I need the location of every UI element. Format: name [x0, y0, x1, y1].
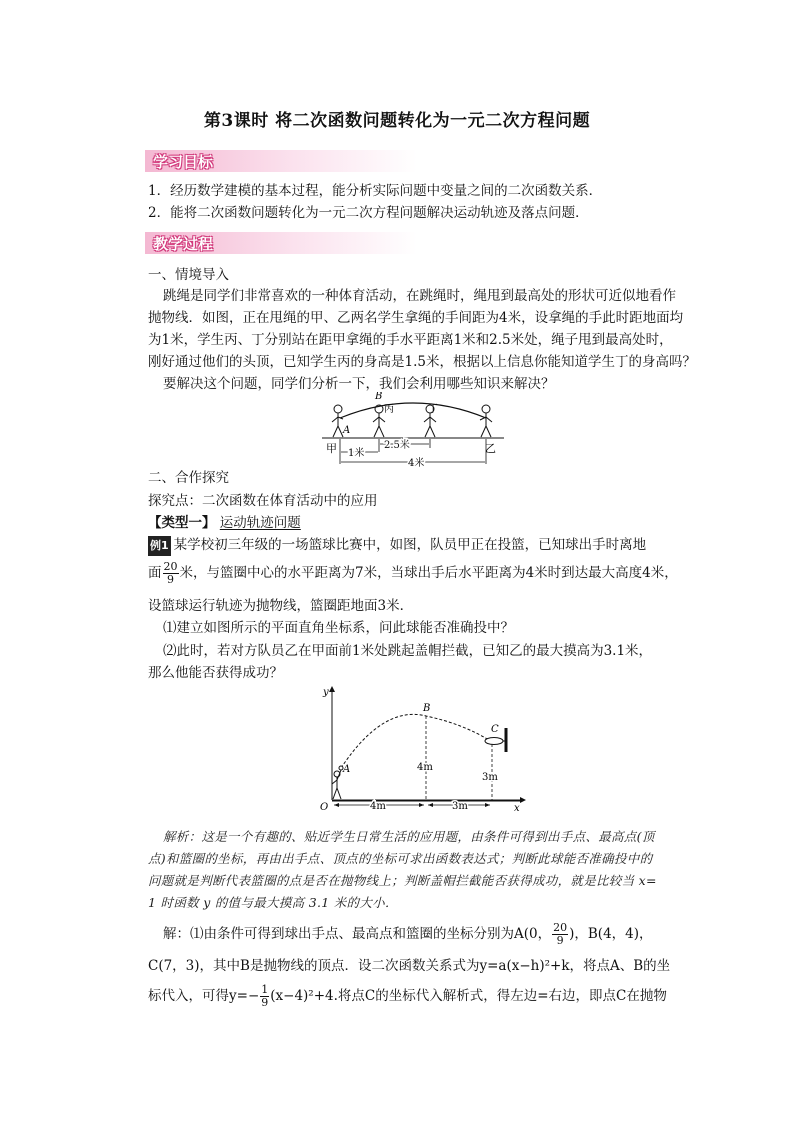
figure-jump-rope: [318, 392, 508, 474]
type1-prefix: 【类型一】: [148, 515, 216, 531]
section-goals-label: 学习目标: [153, 153, 214, 171]
fraction-20-9: $\frac{20}{9}$: [163, 560, 178, 586]
example-line-3: 设篮球运行轨迹为抛物线，篮圈距地面3米．: [148, 598, 414, 614]
goal-2: 2．能将二次函数问题转化为一元二次方程问题解决运动轨迹及落点问题．: [148, 205, 589, 221]
section-process-label: 教学过程: [153, 235, 214, 253]
solution-line-3: [148, 984, 667, 1009]
fig1-label-bing: 丙: [384, 404, 394, 415]
solution-text-3a: 标代入，可得y=−: [148, 988, 260, 1004]
section-banner-process: [145, 232, 417, 254]
part1-line-2: 抛物线．如图，正在甩绳的甲、乙两名学生拿绳的手间距为4米，设拿绳的手此时距地面均: [148, 310, 684, 326]
goal-1: 1．经历数学建模的基本过程，能分析实际问题中变量之间的二次函数关系．: [148, 183, 603, 199]
fig1-dim-4: 4米: [408, 458, 425, 469]
solution-text-1b: )，B(4，4)，: [569, 926, 653, 942]
part2-heading: 二、合作探究: [148, 470, 229, 486]
example-text-2a: 面: [148, 565, 162, 581]
example-line-2: [148, 561, 678, 586]
fig1-dim-2-5: 2.5米: [384, 440, 410, 451]
fig2-height-4m: 4m: [417, 762, 433, 773]
analysis-line-4: 1 时函数 y 的值与最大摸高 3.1 米的大小．: [148, 895, 398, 910]
section-banner-goals: [145, 150, 417, 172]
example-text-1: 某学校初三年级的一场篮球比赛中，如图，队员甲正在投篮，已知球出手时离地: [173, 537, 647, 553]
question-2: ⑵此时，若对方队员乙在甲面前1米处跳起盖帽拦截，已知乙的最大摸高为3.1米，: [163, 643, 653, 659]
analysis-line-2: 点)和篮圈的坐标，再由出手点、顶点的坐标可求出函数表达式；判断此球能否准确投中的: [148, 851, 653, 866]
page-title: 第3课时 将二次函数问题转化为一元二次方程问题: [203, 111, 591, 131]
analysis-line-3: 问题就是判断代表篮圈的点是否在抛物线上；判断盖帽拦截能否获得成功，就是比较当 x=: [148, 873, 657, 888]
analysis-line-1: 解析：这是一个有趣的、贴近学生日常生活的应用题，由条件可得到出手点、最高点(顶: [163, 829, 655, 844]
fig1-label-jia: 甲: [326, 442, 337, 455]
fig2-label-C: C: [491, 724, 499, 735]
fig2-origin: O: [320, 802, 329, 812]
probe-point: 探究点：二次函数在体育活动中的应用: [148, 493, 378, 509]
solution-line-1: [163, 922, 653, 947]
fig1-label-ding: 丁: [428, 404, 438, 415]
part1-line-5: 要解决这个问题，同学们分析一下，我们会利用哪些知识来解决？: [163, 376, 555, 392]
part1-line-1: 跳绳是同学们非常喜欢的一种体育活动，在跳绳时，绳甩到最高处的形状可近似地看作: [163, 288, 676, 304]
question-1: ⑴建立如图所示的平面直角坐标系，问此球能否准确投中？: [163, 620, 514, 636]
fraction-20-9-b: $\frac{20}{9}$: [553, 921, 568, 947]
question-2-cont: 那么他能否获得成功？: [148, 665, 283, 681]
part1-line-3: 为1米，学生丙、丁分别站在距甲拿绳的手水平距离1米和2.5米处，绳子甩到最高处时，: [148, 332, 673, 348]
fig2-x-axis: x: [514, 803, 520, 812]
part1-heading: 一、情境导入: [148, 267, 229, 283]
fig1-label-B: B: [375, 392, 383, 402]
fig2-dist-4m: 4m: [370, 801, 386, 812]
example-line-1: [148, 535, 646, 556]
example-tag: 例1: [148, 536, 171, 556]
fraction-1-9: $\frac{1}{9}$: [261, 983, 269, 1009]
fig1-dim-1: 1米: [348, 448, 365, 459]
solution-text-1a: 解：⑴由条件可得到球出手点、最高点和篮圈的坐标分别为A(0，: [163, 926, 552, 942]
example-text-2b: 米，与篮圈中心的水平距离为7米，当球出手后水平距离为4米时到达最大高度4米，: [179, 565, 678, 581]
fig1-label-A: A: [343, 425, 351, 436]
fig2-height-3m: 3m: [482, 772, 498, 783]
type1-name: 运动轨迹问题: [219, 515, 301, 531]
solution-line-2: C(7，3)，其中B是抛物线的顶点．设二次函数关系式为y=a(x−h)²+k，将点A、B的坐: [148, 958, 671, 974]
fig1-label-yi: 乙: [485, 442, 496, 455]
figure-basketball: [308, 680, 530, 812]
fig2-label-B: B: [423, 703, 431, 714]
fig2-y-axis: y: [323, 687, 329, 698]
fig2-dist-3m: 3m: [452, 801, 468, 812]
solution-text-3b: (x−4)²+4.将点C的坐标代入解析式，得左边=右边，即点C在抛物: [270, 988, 667, 1004]
fig2-label-A: A: [343, 764, 351, 775]
part1-line-4: 刚好通过他们的头顶，已知学生丙的身高是1.5米，根据以上信息你能知道学生丁的身高吗？: [148, 354, 696, 370]
type1-heading: [148, 513, 301, 533]
